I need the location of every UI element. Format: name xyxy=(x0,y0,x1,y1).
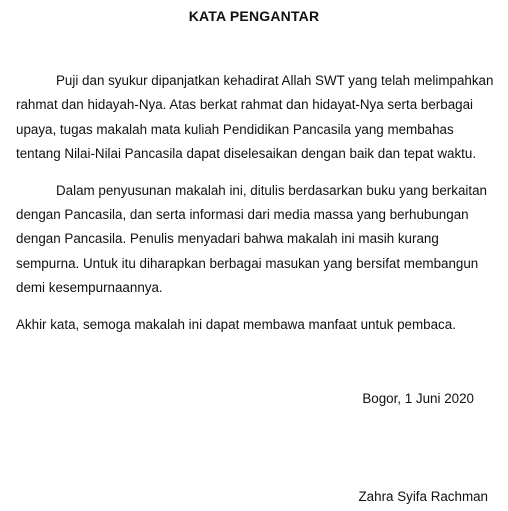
paragraph-3 xyxy=(16,313,496,337)
paragraph-line: dengan Pancasila. Penulis menyadari bahwa makalah ini masih kurang xyxy=(16,231,439,247)
paragraph-line: demi kesempurnaannya. xyxy=(16,280,163,296)
place-date: Bogor, 1 Juni 2020 xyxy=(362,391,474,406)
paragraph-line: upaya, tugas makalah mata kuliah Pendidikan Pancasila yang membahas xyxy=(16,121,454,137)
signer-name: Zahra Syifa Rachman xyxy=(358,489,488,504)
paragraph-line: Dalam penyusunan makalah ini, ditulis berdasarkan buku yang berkaitan xyxy=(56,182,487,198)
paragraph-line: sempurna. Untuk itu diharapkan berbagai masukan yang bersifat membangun xyxy=(16,255,479,271)
document-body xyxy=(16,69,496,349)
paragraph-2 xyxy=(16,179,496,301)
paragraph-line: rahmat dan hidayah-Nya. Atas berkat rahmat dan hidayat-Nya serta berbagai xyxy=(16,97,474,113)
paragraph-line: tentang Nilai-Nilai Pancasila dapat diselesaikan dengan baik dan tepat waktu. xyxy=(16,146,477,162)
paragraph-line: dengan Pancasila, dan serta informasi dari media massa yang berhubungan xyxy=(16,207,469,223)
paragraph-line: Akhir kata, semoga makalah ini dapat membawa manfaat untuk pembaca. xyxy=(16,316,456,332)
paragraph-line: Puji dan syukur dipanjatkan kehadirat Allah SWT yang telah melimpahkan xyxy=(56,73,494,88)
paragraph-1 xyxy=(16,69,496,167)
document-title: KATA PENGANTAR xyxy=(188,8,320,24)
